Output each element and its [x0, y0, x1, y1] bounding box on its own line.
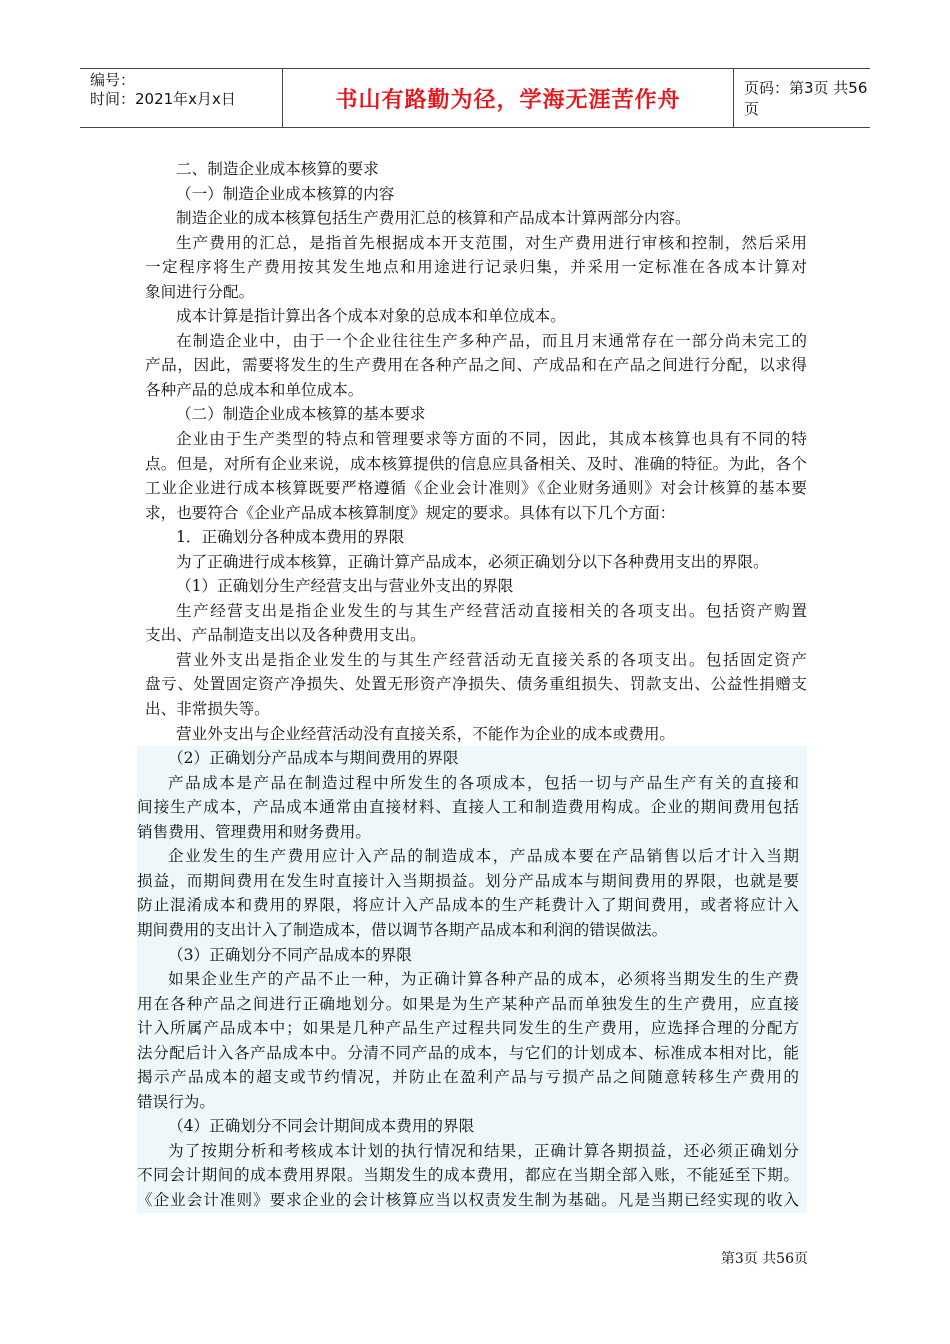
body-line: 损益，而期间费用在发生时直接计入当期损益。划分产品成本与期间费用的界限，也就是要 — [137, 869, 807, 894]
body-line: 计入所属产品成本中；如果是几种产品生产过程共同发生的生产费用，应选择合理的分配方 — [137, 1016, 807, 1041]
body-line: 如果企业生产的产品不止一种，为正确计算各种产品的成本，必须将当期发生的生产费 — [137, 967, 807, 992]
body-line: 期间费用的支出计入了制造成本，借以调节各期产品成本和利润的错误做法。 — [137, 918, 807, 943]
header-page-number: 页码：第3页 共56页 — [744, 79, 868, 118]
body-line: 求，也要符合《企业产品成本核算制度》规定的要求。具体有以下几个方面： — [145, 503, 676, 522]
body-line: 支出、产品制造支出以及各种费用支出。 — [145, 626, 426, 645]
numbered-heading: 1．正确划分各种成本费用的界限 — [176, 528, 405, 547]
body-line: 生产费用的汇总，是指首先根据成本开支范围，对生产费用进行审核和控制，然后采用 — [176, 233, 807, 252]
item-heading: （2）正确划分产品成本与期间费用的界限 — [137, 746, 807, 771]
document-body — [137, 157, 807, 1213]
body-line: 成本计算是指计算出各个成本对象的总成本和单位成本。 — [176, 307, 566, 326]
body-line: 间接生产成本，产品成本通常由直接材料、直接人工和制造费用构成。企业的期间费用包括 — [137, 795, 807, 820]
body-line: 不同会计期间的成本费用界限。当期发生的成本费用，都应在当期全部入账，不能延至下期。 — [137, 1163, 807, 1188]
body-line: 营业外支出是指企业发生的与其生产经营活动无直接关系的各项支出。包括固定资产 — [176, 650, 807, 669]
body-line: 《企业会计准则》要求企业的会计核算应当以权责发生制为基础。凡是当期已经实现的收入 — [137, 1188, 807, 1213]
body-line: 盘亏、处置固定资产净损失、处置无形资产净损失、债务重组损失、罚款支出、公益性捐赠支 — [145, 675, 807, 694]
body-line: 出、非常损失等。 — [145, 700, 270, 719]
body-line: 企业由于生产类型的特点和管理要求等方面的不同，因此，其成本核算也具有不同的特 — [176, 430, 807, 449]
document-number-label: 编号： — [90, 71, 136, 89]
body-line: 为了按期分析和考核成本计划的执行情况和结果，正确计算各期损益，还必须正确划分 — [137, 1139, 807, 1164]
body-line: 生产经营支出是指企业发生的与其生产经营活动直接相关的各项支出。包括资产购置 — [176, 601, 807, 620]
body-line: 一定程序将生产费用按其发生地点和用途进行记录归集，并采用一定标准在各成本计算对 — [145, 258, 807, 277]
page-header — [80, 68, 870, 128]
body-line: 在制造企业中，由于一个企业往往生产多种产品，而且月末通常存在一部分尚未完工的 — [176, 331, 807, 350]
item-heading: （4）正确划分不同会计期间成本费用的界限 — [137, 1114, 807, 1139]
subsection-heading: （二）制造企业成本核算的基本要求 — [176, 405, 426, 424]
body-line: 揭示产品成本的超支或节约情况，并防止在盈利产品与亏损产品之间随意转移生产费用的 — [137, 1065, 807, 1090]
body-line: 工业企业进行成本核算既要严格遵循《企业会计准则》《企业财务通则》对会计核算的基本要 — [145, 479, 807, 498]
body-line: 产品成本是产品在制造过程中所发生的各项成本，包括一切与产品生产有关的直接和 — [137, 771, 807, 796]
page-footer: 第3页 共56页 — [720, 1251, 808, 1267]
body-line: 防止混淆成本和费用的界限，将应计入产品成本的生产耗费计入了期间费用，或者将应计入 — [137, 893, 807, 918]
header-motto: 书山有路勤为径，学海无涯苦作舟 — [282, 69, 734, 127]
body-line: 制造企业的成本核算包括生产费用汇总的核算和产品成本计算两部分内容。 — [176, 209, 691, 228]
body-line: 为了正确进行成本核算，正确计算产品成本，必须正确划分以下各种费用支出的界限。 — [176, 552, 769, 571]
body-line: 错误行为。 — [137, 1090, 807, 1115]
body-line: 企业发生的生产费用应计入产品的制造成本，产品成本要在产品销售以后才计入当期 — [137, 844, 807, 869]
item-heading: （3）正确划分不同产品成本的界限 — [137, 943, 807, 968]
body-line: 点。但是，对所有企业来说，成本核算提供的信息应具备相关、及时、准确的特征。为此，各个 — [145, 454, 807, 473]
body-line: 产品，因此，需要将发生的生产费用在各种产品之间、产成品和在产品之间进行分配，以求得 — [145, 356, 807, 375]
section-heading: 二、制造企业成本核算的要求 — [176, 160, 379, 178]
body-line: 销售费用、管理费用和财务费用。 — [137, 820, 807, 845]
body-line: 象间进行分配。 — [145, 282, 255, 301]
body-line: 营业外支出与企业经营活动没有直接关系，不能作为企业的成本或费用。 — [176, 724, 676, 743]
header-meta — [80, 69, 282, 127]
document-date-label: 时间：2021年x月x日 — [90, 90, 236, 108]
body-line: 各种产品的总成本和单位成本。 — [145, 380, 364, 399]
subsection-heading: （一）制造企业成本核算的内容 — [176, 184, 395, 203]
body-line: 用在各种产品之间进行正确地划分。如果是为生产某种产品而单独发生的生产费用，应直接 — [137, 992, 807, 1017]
body-line: 法分配后计入各产品成本中。分清不同产品的成本，与它们的计划成本、标准成本相对比，能 — [137, 1041, 807, 1066]
item-heading: （1）正确划分生产经营支出与营业外支出的界限 — [176, 577, 514, 596]
